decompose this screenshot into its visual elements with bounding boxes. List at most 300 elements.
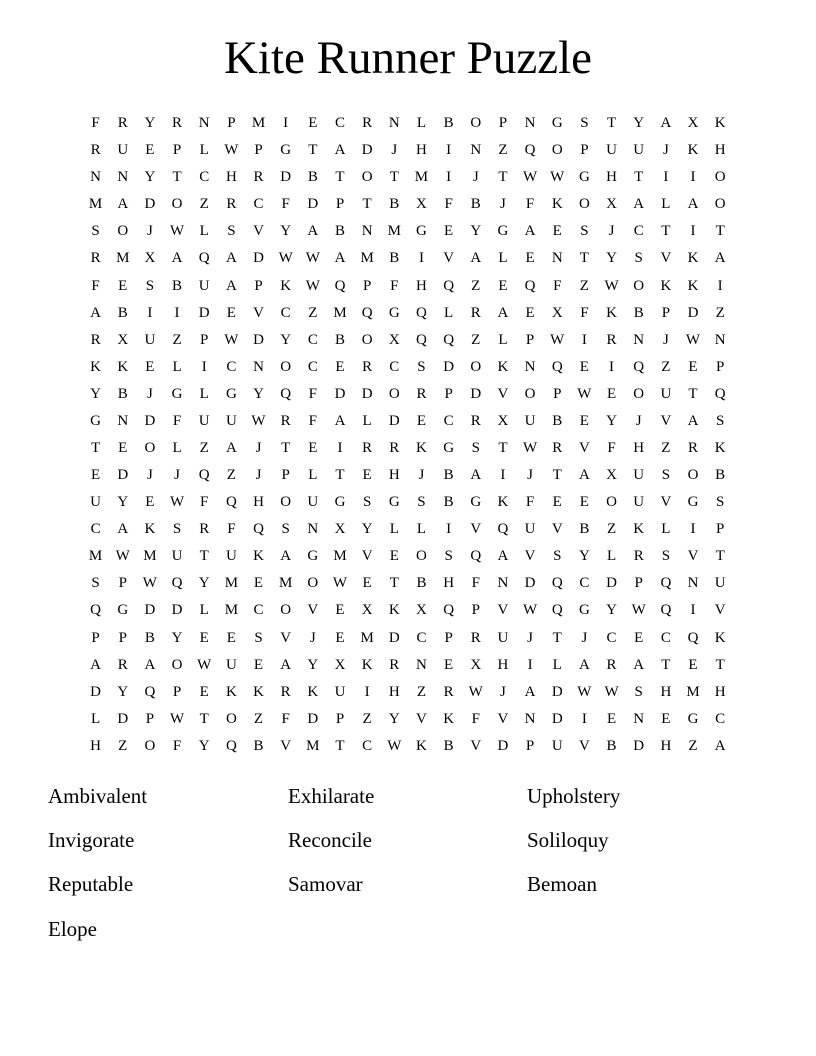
grid-letter-r5c8: Y [280, 223, 292, 240]
grid-letter-r15c15: G [470, 494, 482, 511]
grid-letter-r2c3: E [145, 142, 155, 159]
grid-letter-r19c21: W [631, 602, 646, 619]
grid-letter-r14c8: P [281, 467, 290, 484]
grid-letter-r4c19: O [578, 196, 590, 213]
grid-letter-r10c15: O [470, 358, 482, 375]
grid-letter-r19c13: X [416, 602, 427, 619]
grid-letter-r15c11: S [362, 494, 372, 511]
grid-letter-r22c22: H [660, 683, 672, 700]
grid-letter-r8c15: R [470, 304, 481, 321]
grid-letter-r8c17: E [525, 304, 535, 321]
grid-letter-r23c5: T [199, 710, 209, 727]
grid-letter-r22c13: Z [416, 683, 427, 700]
page-title: Kite Runner Puzzle [223, 32, 593, 84]
grid-letter-r24c16: D [497, 737, 509, 754]
word-list-column-2 [288, 774, 518, 907]
grid-letter-r13c10: I [337, 439, 343, 456]
word-list-column-3 [527, 774, 757, 907]
grid-letter-r22c4: P [172, 683, 182, 700]
grid-letter-r12c5: U [198, 412, 210, 429]
grid-letter-r16c6: F [227, 521, 236, 538]
grid-letter-r10c17: N [524, 358, 536, 375]
grid-letter-r8c4: I [174, 304, 180, 321]
grid-letter-r7c6: A [225, 277, 237, 294]
grid-letter-r2c21: U [633, 142, 645, 159]
grid-letter-r6c23: K [687, 250, 699, 267]
grid-letter-r11c7: Y [253, 385, 264, 402]
grid-letter-r8c1: A [90, 304, 101, 321]
grid-letter-r19c2: G [117, 602, 129, 619]
grid-letter-r24c9: M [306, 737, 320, 754]
grid-letter-r7c12: F [390, 277, 399, 294]
grid-letter-r6c21: S [634, 250, 643, 267]
grid-letter-r6c17: E [525, 250, 535, 267]
grid-letter-r10c7: N [253, 358, 264, 375]
grid-letter-r5c10: B [334, 223, 345, 240]
grid-letter-r13c2: E [118, 439, 128, 456]
grid-letter-r1c7: M [251, 115, 266, 132]
grid-letter-r18c22: Q [660, 575, 672, 592]
grid-letter-r19c5: L [199, 602, 209, 619]
grid-letter-r17c24: T [715, 548, 725, 565]
grid-letter-r20c12: D [388, 629, 400, 646]
grid-letter-r12c23: A [687, 412, 699, 429]
grid-letter-r13c6: A [225, 439, 237, 456]
grid-letter-r18c19: C [579, 575, 590, 592]
grid-letter-r1c20: T [606, 115, 617, 132]
grid-letter-r1c22: A [660, 115, 672, 132]
grid-letter-r1c9: E [308, 115, 318, 132]
grid-letter-r12c6: U [225, 412, 237, 429]
grid-letter-r24c18: U [551, 737, 563, 754]
grid-letter-r19c15: P [471, 602, 480, 619]
grid-letter-r7c3: S [145, 277, 155, 294]
grid-letter-r8c20: K [606, 304, 617, 321]
grid-letter-r4c17: F [525, 196, 535, 213]
grid-letter-r8c19: F [580, 304, 589, 321]
word-list-column-1 [48, 774, 278, 951]
grid-letter-r18c12: T [389, 575, 399, 592]
grid-letter-r13c12: R [389, 439, 400, 456]
grid-letter-r12c13: E [416, 412, 427, 429]
grid-letter-r20c19: J [581, 629, 588, 646]
grid-letter-r21c15: X [470, 656, 482, 673]
grid-letter-r14c12: H [388, 467, 400, 484]
grid-letter-r4c12: B [389, 196, 400, 213]
grid-letter-r1c21: Y [633, 115, 645, 132]
grid-letter-r14c4: J [174, 467, 180, 484]
grid-letter-r20c6: E [226, 629, 236, 646]
grid-letter-r16c7: Q [253, 521, 264, 538]
grid-letter-r19c22: Q [660, 602, 672, 619]
grid-letter-r19c14: Q [443, 602, 455, 619]
grid-letter-r19c8: O [280, 602, 292, 619]
grid-letter-r19c7: C [253, 602, 264, 619]
grid-letter-r15c5: F [200, 494, 209, 511]
grid-letter-r11c6: G [225, 385, 237, 402]
grid-letter-r16c20: Z [606, 521, 617, 538]
grid-letter-r2c11: D [361, 142, 373, 159]
grid-letter-r23c4: W [169, 710, 185, 727]
grid-letter-r11c14: P [444, 385, 453, 402]
grid-letter-r1c11: R [362, 115, 373, 132]
grid-letter-r9c10: B [334, 331, 345, 348]
grid-letter-r11c18: P [553, 385, 562, 402]
grid-letter-r20c5: E [199, 629, 209, 646]
grid-letter-r16c13: L [416, 521, 427, 538]
grid-letter-r2c20: U [606, 142, 617, 159]
grid-letter-r16c16: Q [497, 521, 509, 538]
grid-letter-r17c15: Q [470, 548, 482, 565]
grid-letter-r20c14: P [444, 629, 453, 646]
grid-letter-r11c20: E [606, 385, 617, 402]
grid-letter-r19c10: E [335, 602, 345, 619]
grid-letter-r21c23: E [688, 656, 698, 673]
grid-letter-r24c2: Z [118, 737, 128, 754]
grid-letter-r19c11: X [361, 602, 373, 619]
grid-letter-r9c23: W [685, 331, 701, 348]
word-list-item: Soliloquy [527, 827, 609, 852]
grid-letter-r5c4: W [169, 223, 185, 240]
grid-letter-r10c3: E [145, 358, 155, 375]
grid-letter-r3c24: O [714, 169, 726, 186]
grid-letter-r22c18: D [551, 683, 563, 700]
grid-letter-r17c2: W [115, 548, 130, 565]
grid-letter-r23c16: V [497, 710, 509, 727]
grid-letter-r19c19: G [578, 602, 590, 619]
grid-letter-r20c1: P [91, 629, 100, 646]
grid-letter-r8c11: Q [361, 304, 373, 321]
grid-letter-r18c11: E [362, 575, 372, 592]
grid-letter-r14c24: B [715, 467, 726, 484]
grid-letter-r17c5: T [199, 548, 209, 565]
grid-letter-r9c15: Z [471, 331, 481, 348]
grid-letter-r14c2: D [117, 467, 129, 484]
grid-letter-r4c5: Z [199, 196, 209, 213]
grid-letter-r18c18: Q [551, 575, 563, 592]
grid-letter-r4c4: O [171, 196, 183, 213]
grid-letter-r21c21: A [633, 656, 645, 673]
grid-letter-r4c11: T [362, 196, 372, 213]
grid-letter-r22c14: R [443, 683, 454, 700]
grid-letter-r10c16: K [497, 358, 509, 375]
grid-letter-r16c10: X [334, 521, 346, 538]
grid-letter-r5c16: G [497, 223, 509, 240]
grid-letter-r11c13: R [416, 385, 427, 402]
grid-letter-r16c1: C [90, 521, 101, 538]
grid-letter-r18c8: M [279, 575, 293, 592]
grid-letter-r6c4: A [171, 250, 183, 267]
grid-letter-r3c4: T [172, 169, 182, 186]
grid-letter-r4c18: K [551, 196, 563, 213]
grid-letter-r7c7: P [254, 277, 263, 294]
grid-letter-r5c18: E [552, 223, 562, 240]
grid-letter-r21c19: A [578, 656, 590, 673]
grid-letter-r4c9: D [307, 196, 319, 213]
grid-letter-r18c17: D [524, 575, 536, 592]
grid-letter-r19c24: V [714, 602, 726, 619]
grid-letter-r7c23: K [687, 277, 699, 294]
grid-letter-r2c23: K [687, 142, 699, 159]
grid-letter-r8c21: B [633, 304, 644, 321]
grid-letter-r21c11: K [361, 656, 373, 673]
grid-letter-r8c22: P [661, 304, 671, 321]
grid-letter-r9c14: Q [443, 331, 455, 348]
grid-letter-r19c18: Q [551, 602, 563, 619]
grid-letter-r5c2: O [117, 223, 129, 240]
grid-letter-r7c9: W [305, 277, 320, 294]
grid-letter-r14c14: B [443, 467, 454, 484]
grid-letter-r9c3: U [144, 331, 156, 348]
grid-letter-r11c22: U [660, 385, 672, 402]
grid-letter-r24c24: A [714, 737, 726, 754]
grid-letter-r8c24: Z [715, 304, 725, 321]
grid-letter-r21c17: I [527, 656, 533, 673]
grid-letter-r3c22: I [663, 169, 669, 186]
grid-letter-r5c9: A [307, 223, 319, 240]
grid-letter-r10c14: D [443, 358, 455, 375]
word-list-item: Exhilarate [288, 783, 375, 808]
grid-letter-r2c17: Q [524, 142, 536, 159]
grid-letter-r2c18: O [551, 142, 563, 159]
grid-letter-r3c7: R [253, 169, 264, 186]
grid-letter-r8c10: M [333, 304, 347, 321]
grid-letter-r3c5: C [199, 169, 210, 186]
grid-letter-r23c19: I [581, 710, 587, 727]
grid-letter-r15c17: F [525, 494, 535, 511]
grid-letter-r4c16: J [500, 196, 506, 213]
grid-letter-r3c11: O [361, 169, 373, 186]
grid-letter-r15c9: U [307, 494, 319, 511]
grid-letter-r7c22: K [660, 277, 672, 294]
grid-letter-r23c3: P [145, 710, 155, 727]
grid-letter-r12c2: N [117, 412, 129, 429]
grid-letter-r19c1: Q [90, 602, 101, 619]
grid-letter-r6c13: I [418, 250, 424, 267]
grid-letter-r10c2: K [117, 358, 129, 375]
grid-letter-r21c18: L [552, 656, 562, 673]
grid-letter-r4c2: A [117, 196, 129, 213]
grid-letter-r14c10: T [335, 467, 345, 484]
grid-letter-r13c13: K [416, 439, 427, 456]
grid-letter-r20c2: P [118, 629, 127, 646]
grid-letter-r14c9: L [308, 467, 318, 484]
word-search-grid [82, 110, 734, 760]
grid-letter-r17c14: S [444, 548, 453, 565]
grid-letter-r15c23: G [687, 494, 699, 511]
grid-letter-r12c16: X [497, 412, 509, 429]
grid-letter-r24c19: V [578, 737, 590, 754]
grid-letter-r3c9: B [307, 169, 318, 186]
grid-letter-r1c1: F [91, 115, 100, 132]
grid-letter-r21c20: R [606, 656, 617, 673]
grid-letter-r10c1: K [90, 358, 101, 375]
grid-letter-r19c12: K [388, 602, 400, 619]
grid-letter-r7c16: E [498, 277, 508, 294]
grid-letter-r16c23: I [690, 521, 696, 538]
grid-letter-r5c15: Y [470, 223, 482, 240]
grid-letter-r22c23: M [686, 683, 700, 700]
grid-letter-r1c15: O [470, 115, 482, 132]
grid-letter-r23c23: G [687, 710, 699, 727]
grid-letter-r9c13: Q [416, 331, 427, 348]
grid-letter-r6c3: X [144, 250, 156, 267]
grid-letter-r13c22: Z [661, 439, 671, 456]
grid-letter-r23c7: Z [253, 710, 264, 727]
grid-letter-r21c3: A [144, 656, 156, 673]
grid-letter-r2c22: J [662, 142, 669, 159]
grid-letter-r21c8: A [280, 656, 292, 673]
grid-letter-r18c10: W [332, 575, 348, 592]
grid-letter-r19c23: I [690, 602, 696, 619]
grid-letter-r24c7: B [253, 737, 264, 754]
grid-letter-r1c23: X [687, 115, 699, 132]
grid-letter-r5c24: T [715, 223, 725, 240]
grid-letter-r13c19: V [578, 439, 590, 456]
grid-letter-r11c21: O [633, 385, 645, 402]
grid-letter-r3c15: J [472, 169, 479, 186]
grid-letter-r1c3: Y [144, 115, 156, 132]
grid-letter-r9c16: L [498, 331, 508, 348]
grid-letter-r9c12: X [388, 331, 400, 348]
grid-letter-r3c14: I [446, 169, 452, 186]
grid-letter-r23c13: V [416, 710, 427, 727]
grid-letter-r13c16: T [498, 439, 508, 456]
grid-letter-r11c2: B [117, 385, 128, 402]
grid-letter-r15c19: E [579, 494, 589, 511]
grid-letter-r12c10: A [334, 412, 346, 429]
grid-letter-r15c6: Q [225, 494, 237, 511]
grid-letter-r17c8: A [280, 548, 292, 565]
grid-letter-r7c11: P [362, 277, 372, 294]
grid-letter-r22c5: E [199, 683, 209, 700]
grid-letter-r4c24: O [714, 196, 726, 213]
grid-letter-r18c24: U [714, 575, 726, 592]
grid-letter-r10c24: P [716, 358, 725, 375]
grid-letter-r16c2: A [117, 521, 129, 538]
grid-letter-r5c5: L [199, 223, 209, 240]
grid-letter-r18c1: S [91, 575, 100, 592]
grid-letter-r9c22: J [662, 331, 669, 348]
grid-letter-r17c16: A [497, 548, 509, 565]
grid-letter-r1c14: B [443, 115, 454, 132]
grid-letter-r19c20: Y [606, 602, 617, 619]
grid-letter-r8c6: E [226, 304, 236, 321]
grid-letter-r11c1: Y [90, 385, 101, 402]
grid-letter-r9c8: Y [280, 331, 292, 348]
grid-letter-r11c11: D [361, 385, 373, 402]
grid-letter-r7c19: Z [579, 277, 589, 294]
grid-letter-r3c10: T [335, 169, 345, 186]
grid-letter-r5c14: E [444, 223, 454, 240]
grid-letter-r3c20: H [606, 169, 617, 186]
grid-letter-r16c24: P [716, 521, 725, 538]
grid-letter-r16c4: S [172, 521, 182, 538]
grid-letter-r20c20: C [606, 629, 617, 646]
grid-letter-r15c7: H [253, 494, 264, 511]
grid-letter-r11c10: D [334, 385, 346, 402]
grid-letter-r6c18: N [551, 250, 563, 267]
grid-letter-r17c11: V [361, 548, 373, 565]
grid-letter-r12c9: F [308, 412, 317, 429]
grid-letter-r7c24: I [717, 277, 723, 294]
word-list-item: Ambivalent [48, 783, 148, 808]
grid-letter-r16c17: U [524, 521, 536, 538]
grid-letter-r6c15: A [470, 250, 482, 267]
grid-letter-r5c1: S [91, 223, 100, 240]
grid-letter-r10c8: O [280, 358, 292, 375]
grid-letter-r10c20: I [609, 358, 615, 375]
grid-letter-r24c1: H [90, 737, 101, 754]
grid-letter-r17c3: M [143, 548, 157, 565]
grid-letter-r22c20: W [604, 683, 619, 700]
grid-letter-r3c18: W [550, 169, 565, 186]
grid-letter-r19c9: V [307, 602, 319, 619]
grid-letter-r24c4: F [172, 737, 182, 754]
grid-letter-r2c4: P [172, 142, 182, 159]
grid-letter-r10c6: C [226, 358, 237, 375]
grid-letter-r4c13: X [416, 196, 427, 213]
grid-letter-r22c12: H [388, 683, 400, 700]
grid-letter-r10c21: Q [633, 358, 645, 375]
grid-letter-r9c1: R [90, 331, 101, 348]
grid-letter-r17c9: G [307, 548, 319, 565]
grid-letter-r20c18: T [552, 629, 562, 646]
grid-letter-r14c22: S [661, 467, 671, 484]
grid-letter-r14c5: Q [198, 467, 210, 484]
grid-letter-r5c7: V [253, 223, 264, 240]
grid-letter-r9c11: O [361, 331, 373, 348]
grid-letter-r21c6: U [225, 656, 237, 673]
grid-letter-r9c6: W [224, 331, 239, 348]
grid-letter-r3c3: Y [144, 169, 156, 186]
grid-letter-r19c3: D [144, 602, 156, 619]
grid-letter-r2c7: P [254, 142, 263, 159]
grid-letter-r13c8: T [281, 439, 291, 456]
grid-letter-r11c19: W [577, 385, 592, 402]
grid-letter-r2c9: T [308, 142, 318, 159]
grid-letter-r14c3: J [146, 467, 153, 484]
grid-letter-r4c21: A [633, 196, 645, 213]
grid-letter-r17c10: M [333, 548, 347, 565]
grid-letter-r2c15: N [470, 142, 482, 159]
grid-letter-r1c8: I [283, 115, 289, 132]
grid-letter-r22c8: R [280, 683, 291, 700]
grid-letter-r9c17: P [525, 331, 535, 348]
grid-letter-r21c24: T [715, 656, 725, 673]
grid-letter-r17c17: V [524, 548, 536, 565]
grid-letter-r5c6: S [227, 223, 236, 240]
grid-letter-r14c6: Z [226, 467, 236, 484]
grid-letter-r23c17: N [524, 710, 536, 727]
grid-letter-r17c19: Y [578, 548, 590, 565]
grid-letter-r2c19: P [580, 142, 589, 159]
grid-letter-r14c13: J [418, 467, 425, 484]
grid-letter-r3c16: T [498, 169, 508, 186]
word-list-item: Bemoan [527, 872, 597, 897]
grid-letter-r6c7: D [253, 250, 264, 267]
grid-letter-r20c23: Q [687, 629, 699, 646]
grid-letter-r10c10: E [335, 358, 345, 375]
word-list-item: Reconcile [288, 827, 372, 852]
grid-letter-r18c14: H [443, 575, 455, 592]
grid-letter-r22c2: Y [117, 683, 129, 700]
grid-letter-r8c8: C [280, 304, 291, 321]
grid-letter-r1c2: R [117, 115, 128, 132]
grid-letter-r13c14: G [443, 439, 455, 456]
grid-letter-r3c6: H [225, 169, 237, 186]
grid-letter-r13c21: H [633, 439, 645, 456]
